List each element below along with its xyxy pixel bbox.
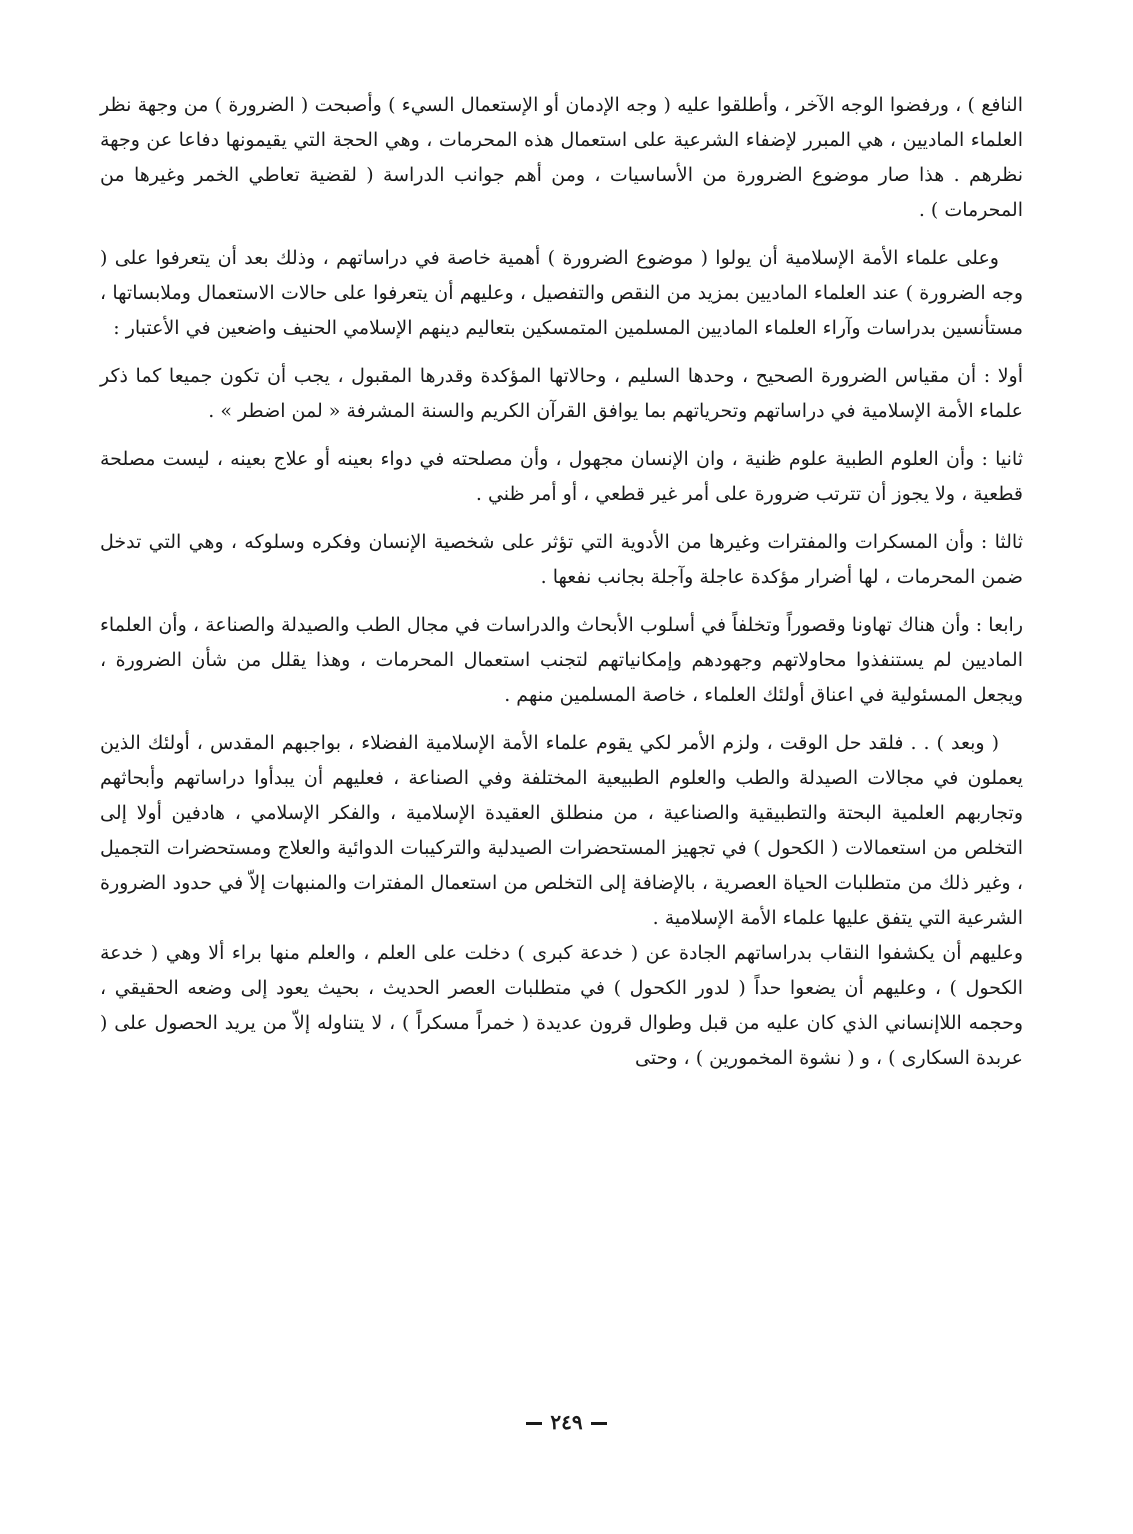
paragraph-7: ( وبعد ) . . فلقد حل الوقت ، ولزم الأمر لكي يقوم علماء الأمة الإسلامية الفضلاء ، بواجبهم المقدس ، أولئك الذين يعملون في مجالات الصيدلة والطب والعلوم الطبيعية المختلفة وفي الصناعة ، فعليهم أن يبدأوا دراساتهم وأبحاثهم وتجاربهم العلمية البحتة والتطبيقية والصناعية ، من منطلق العقيدة الإسلامية ، والفكر الإسلامي ، هادفين أولا إلى التخلص من استعمالات ( الكحول ) في تجهيز المستحضرات الصيدلية والتركيبات الدوائية والعلاج ومستحضرات التجميل ، وغير ذلك من متطلبات الحياة العصرية ، بالإضافة إلى التخلص من استعمال المفترات والمنبهات إلاّ في حدود الضرورة الشرعية التي يتفق عليها علماء الأمة الإسلامية . — [100, 732, 1023, 929]
paragraph-3: أولا : أن مقياس الضرورة الصحيح ، وحدها السليم ، وحالاتها المؤكدة وقدرها المقبول ، يجب أن تكون جميعا كما ذكر علماء الأمة الإسلامية في دراساتهم وتحرياتهم بما يوافق القرآن الكريم والسنة المشرفة « لمن اضطر » . — [100, 365, 1023, 422]
paragraph-5: ثالثا : وأن المسكرات والمفترات وغيرها من الأدوية التي تؤثر على شخصية الإنسان وفكره وسلوكه ، وهي التي تدخل ضمن المحرمات ، لها أضرار مؤكدة عاجلة وآجلة بجانب نفعها . — [100, 531, 1023, 588]
paragraph-8: وعليهم أن يكشفوا النقاب بدراساتهم الجادة عن ( خدعة كبرى ) دخلت على العلم ، والعلم منها براء ألا وهي ( خدعة الكحول ) ، وعليهم أن يضعوا حداً ( لدور الكحول ) في متطلبات العصر الحديث ، بحيث يعود إلى وضعه الحقيقي ، وحجمه اللاإنساني الذي كان عليه من قبل وطوال قرون عديدة ( خمراً مسكراً ) ، لا يتناوله إلاّ من يريد الحصول على ( عربدة السكارى ) ، و ( نشوة المخمورين ) ، وحتى — [100, 942, 1023, 1069]
dash-left-decoration — [591, 1422, 607, 1425]
paragraph-1: النافع ) ، ورفضوا الوجه الآخر ، وأطلقوا عليه ( وجه الإدمان أو الإستعمال السيء ) وأصبحت ( الضرورة ) من وجهة نظر العلماء الماديين ، هي المبرر لإضفاء الشرعية على استعمال هذه المحرمات ، وهي الحجة التي يقيمونها دفاعا عن وجهة نظرهم . هذا صار موضوع الضرورة من الأساسيات ، ومن أهم جوانب الدراسة ( لقضية تعاطي الخمر وغيرها من المحرمات ) . — [100, 94, 1023, 221]
page-number-footer — [0, 1410, 1133, 1434]
page-body — [100, 88, 1023, 1089]
paragraph-6: رابعا : وأن هناك تهاونا وقصوراً وتخلفاً في أسلوب الأبحاث والدراسات في مجال الطب والصيدلة والصناعة ، وأن العلماء الماديين لم يستنفذوا محاولاتهم وجهودهم وإمكانياتهم لتجنب استعمال المحرمات ، وهذا يقلل من شأن الضرورة ، ويجعل المسئولية في اعناق أولئك العلماء ، خاصة المسلمين منهم . — [100, 614, 1023, 706]
dash-right-decoration — [526, 1422, 542, 1425]
paragraph-2: وعلى علماء الأمة الإسلامية أن يولوا ( موضوع الضرورة ) أهمية خاصة في دراساتهم ، وذلك بعد أن يتعرفوا على ( وجه الضرورة ) عند العلماء الماديين بمزيد من النقص والتفصيل ، وعليهم أن يتعرفوا على حالات الاستعمال وملابساتها ، مستأنسين بدراسات وآراء العلماء الماديين المسلمين المتمسكين بتعاليم دينهم الإسلامي الحنيف واضعين في الأعتبار : — [100, 247, 1023, 339]
page-number: ٢٤٩ — [550, 1410, 583, 1434]
paragraph-4: ثانيا : وأن العلوم الطبية علوم ظنية ، وان الإنسان مجهول ، وأن مصلحته في دواء بعينه أو علاج بعينه ، ليست مصلحة قطعية ، ولا يجوز أن تترتب ضرورة على أمر غير قطعي ، أو أمر ظني . — [100, 448, 1023, 505]
